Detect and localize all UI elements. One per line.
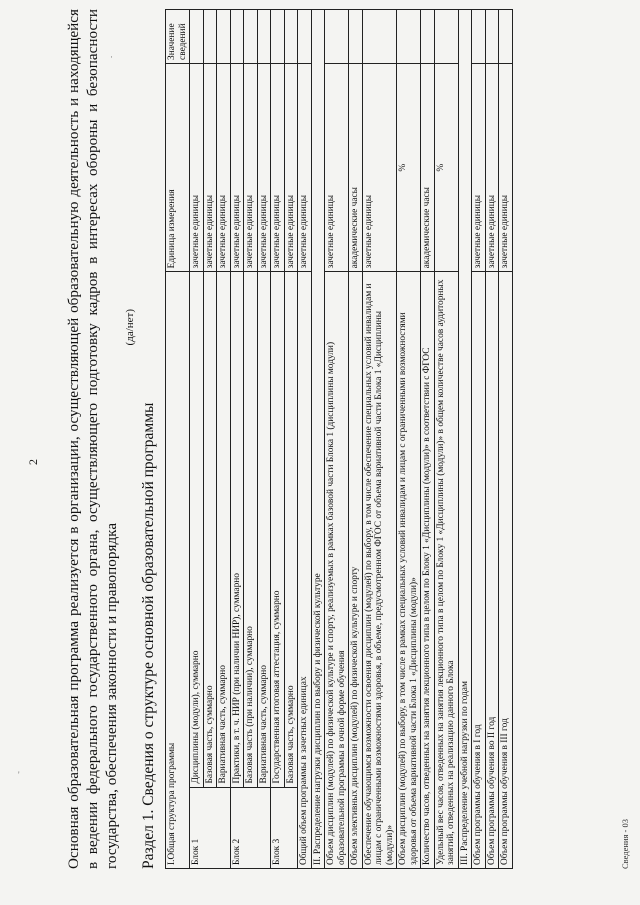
row-name: Удельный вес часов, отведенных на занятия лекционного типа в целом по Блоку 1 «Дисциплины (модули)» в общем количестве часов аудиторных занятий, отведенных на реализацию данного Блока <box>434 272 458 869</box>
row-name: Объем программы обучения в III год <box>499 272 513 869</box>
header-value: Значение сведений <box>166 10 190 64</box>
row-unit: зачетные единицы <box>362 63 397 271</box>
value-cell[interactable] <box>257 10 271 64</box>
table-row <box>421 10 435 869</box>
value-cell[interactable] <box>203 10 217 64</box>
row-name: Объем программы обучения в I год <box>472 272 486 869</box>
section-row <box>458 10 472 869</box>
table-row <box>190 10 204 869</box>
row-unit: академические часы <box>421 63 435 271</box>
table-row <box>203 10 217 869</box>
header-unit: Единица измерения <box>166 63 190 271</box>
table-row <box>325 10 349 869</box>
intro-text: Основная образовательная программа реализуется в организации, осуществляющей образовательную деятельность и находящейся в ведении федерального государственного органа, осуществляющего подготовку кадров в интересах обороны и безопасности государства, обеспечения законности и правопорядка <box>65 9 120 869</box>
page-number: 2 <box>26 459 40 465</box>
value-cell[interactable] <box>244 10 258 64</box>
footer-code: Сведения - 03 <box>620 819 630 869</box>
table-row <box>434 10 458 869</box>
row-name: Общий объем программы в зачетных единицах <box>298 272 312 869</box>
table-row <box>271 10 285 869</box>
row-unit: зачетные единицы <box>257 63 271 271</box>
row-name: Объем элективных дисциплин (модулей) по физической культуре и спорту <box>349 272 363 869</box>
value-cell[interactable] <box>499 10 513 64</box>
row-unit: зачетные единицы <box>271 63 285 271</box>
row-name: Дисциплины (модули), суммарно <box>190 272 204 787</box>
table-row <box>244 10 258 869</box>
row-unit: зачетные единицы <box>230 63 244 271</box>
value-cell[interactable] <box>230 10 244 64</box>
row-unit: зачетные единицы <box>217 63 231 271</box>
value-cell[interactable] <box>217 10 231 64</box>
table-header-row <box>166 10 190 869</box>
block2-label: Блок 2 <box>230 787 271 868</box>
row-name: Количество часов, отведенных на занятия лекционного типа в целом по Блоку 1 «Дисциплины (модули)» в соответствии с ФГОС <box>421 272 435 869</box>
row-unit: академические часы <box>349 63 363 271</box>
row-unit: зачетные единицы <box>325 63 349 271</box>
value-cell[interactable] <box>325 10 349 64</box>
scan-speck: ' <box>18 770 20 780</box>
section2-title: II. Распределение нагрузки дисциплин по выбору и физической культуре <box>311 10 325 869</box>
value-cell[interactable] <box>472 10 486 64</box>
table-row <box>284 10 298 869</box>
row-unit: % <box>397 63 421 271</box>
row-name: Обеспечение обучающимся возможности освоения дисциплин (модулей) по выбору, в том числе обеспечение специальных условий инвалидам и лицам с ограниченными возможностями здоровья, в объеме, предусмотренном ФГОС от объема вариативной части Блока 1 «Дисциплины (модули)» <box>362 272 397 869</box>
row-name: Практики, в т. ч. НИР (при наличии НИР), суммарно <box>230 272 244 787</box>
row-unit: зачетные единицы <box>298 63 312 271</box>
row-name: Государственная итоговая аттестация, суммарно <box>271 272 285 787</box>
table-row <box>499 10 513 869</box>
row-unit: зачетные единицы <box>499 63 513 271</box>
row-name: Базовая часть, суммарно <box>284 272 298 787</box>
row-unit: зачетные единицы <box>485 63 499 271</box>
row-name: Базовая часть (при наличии), суммарно <box>244 272 258 787</box>
row-name: Объем программы обучения во II год <box>485 272 499 869</box>
row-name: Вариативная часть, суммарно <box>257 272 271 787</box>
row-name: Объем дисциплин (модулей) по физической культуре и спорту, реализуемых в рамках базовой части Блока 1 (дисциплины модули) образовательной программы в очной форме обучения <box>325 272 349 869</box>
table-row <box>257 10 271 869</box>
block3-label: Блок 3 <box>271 787 298 868</box>
value-cell[interactable] <box>485 10 499 64</box>
answer-hint: (да/нет) <box>124 309 136 346</box>
value-cell[interactable] <box>298 10 312 64</box>
row-unit: зачетные единицы <box>190 63 204 271</box>
value-cell[interactable] <box>349 10 363 64</box>
row-name: Базовая часть, суммарно <box>203 272 217 787</box>
header-structure: I.Общая структура программы <box>166 272 190 869</box>
value-cell[interactable] <box>284 10 298 64</box>
structure-table <box>165 9 513 869</box>
row-unit: зачетные единицы <box>472 63 486 271</box>
row-unit: % <box>434 63 458 271</box>
row-unit: зачетные единицы <box>203 63 217 271</box>
table-row <box>217 10 231 869</box>
value-cell[interactable] <box>271 10 285 64</box>
section3-title: III. Распределение учебной нагрузки по годам <box>458 10 472 869</box>
row-unit: зачетные единицы <box>284 63 298 271</box>
value-cell[interactable] <box>434 10 458 64</box>
table-row <box>349 10 363 869</box>
table-row <box>362 10 397 869</box>
value-cell[interactable] <box>421 10 435 64</box>
scan-speck: · <box>110 52 113 62</box>
table-row <box>485 10 499 869</box>
value-cell[interactable] <box>190 10 204 64</box>
section-row <box>311 10 325 869</box>
value-cell[interactable] <box>362 10 397 64</box>
table-row <box>230 10 244 869</box>
table-row <box>397 10 421 869</box>
table-row <box>298 10 312 869</box>
table-row <box>472 10 486 869</box>
block1-label: Блок 1 <box>190 787 231 868</box>
section-title: Раздел 1. Сведения о структуре основной образовательной программы <box>140 402 157 869</box>
row-unit: зачетные единицы <box>244 63 258 271</box>
row-name: Вариативная часть, суммарно <box>217 272 231 787</box>
intro-paragraph <box>64 9 137 869</box>
value-cell[interactable] <box>397 10 421 64</box>
row-name: Объем дисциплин (модулей) по выбору, в том числе в рамках специальных условий инвалидам и лицам с ограниченными возможностями здоровья от объема вариативной части Блока 1 «Дисциплины (модули)» <box>397 272 421 869</box>
